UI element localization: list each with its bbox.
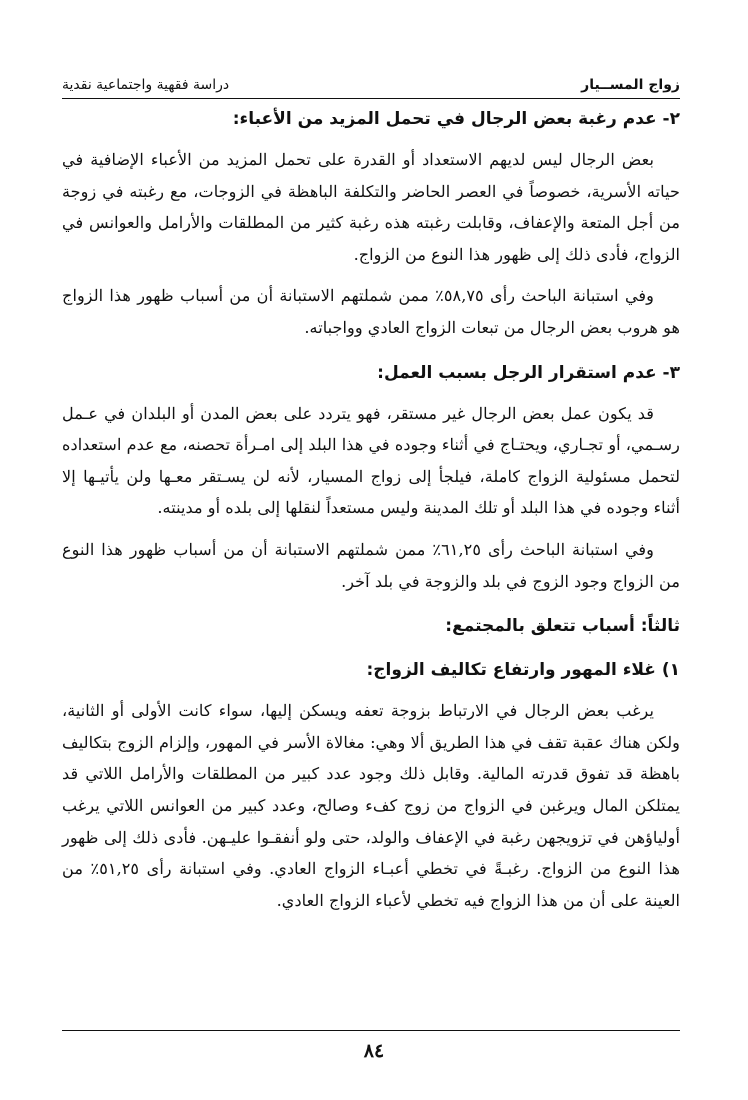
paragraph: يرغب بعض الرجال في الارتباط بزوجة تعفه ويسكن إليها، سواء كانت الأولى أو الثانية، ولكن هناك عقبة تقف في هذا الطريق ألا وهي: مغالاة الأسر في المهور، وإلزام الزوج بتكاليف باهظة قد تفوق قدرته المالية. وقابل ذلك وجود عدد كبير من المطلقات والأرامل اللاتي قد يمتلكن المال ويرغبن في الزواج من زوج كفء وصالح، وعدد كبير من العوانس اللاتي يرغب أولياؤهن في تزويجهن رغبة في الإعفاف والولد، حتى ولو أنفقـوا عليـهن. فأدى ذلك إلى ظهور هذا النوع من الزواج. رغبـةً في تخطي أعبـاء الزواج العادي. وفي استبانة رأى ٥١,٢٥٪ من العينة على أن من هذا الزواج فيه تخطي لأعباء الزواج العادي. <box>62 701 680 910</box>
paragraph: قد يكون عمل بعض الرجال غير مستقر، فهو يتردد على بعض المدن أو البلدان في عـمل رسـمي، أو تجـاري، ويحتـاج في أثناء وجوده في هذا البلد إلى امـرأة تحصنه، مع عدم استعداده لتحمل مسئولية الزواج كاملة، فيلجأ إلى زواج المسيار، لأنه لن يسـتقر معـها ولن يأتيـها إلا أثناء وجوده في هذا البلد أو تلك المدينة وليس مستعداً لنقلها إلى بلده أو مدينته. <box>62 403 680 518</box>
section-heading: ١) غلاء المهور وارتفاع تكاليف الزواج: <box>366 660 680 681</box>
page-number: ٨٤ <box>363 1040 385 1062</box>
running-header <box>62 74 680 96</box>
section-heading: ٣- عدم استقرار الرجل بسبب العمل: <box>377 362 680 383</box>
header-divider <box>62 98 680 99</box>
paragraph: وفي استبانة الباحث رأى ٦١,٢٥٪ ممن شملتهم الاستبانة أن من أسباب ظهور هذا النوع من الزواج وجود الزوج في بلد والزوجة في بلد آخر. <box>62 539 680 591</box>
section-heading: ثالثاً: أسباب تتعلق بالمجتمع: <box>445 616 680 637</box>
book-subtitle: دراسة فقهية واجتماعية نقدية <box>62 77 230 93</box>
footer-divider <box>62 1030 680 1031</box>
page-body <box>62 104 680 916</box>
paragraph: وفي استبانة الباحث رأى ٥٨,٧٥٪ ممن شملتهم الاستبانة أن من أسباب ظهور هذا الزواج هو هروب بعض الرجال من تبعات الزواج العادي وواجباته. <box>62 286 680 337</box>
paragraph: بعض الرجال ليس لديهم الاستعداد أو القدرة على تحمل المزيد من الأعباء الإضافية في حياته الأسرية، خصوصاً في العصر الحاضر والتكلفة الباهظة في الزوجات، مع رغبته في زوجة من أجل المتعة والإعفاف، وقابلت رغبته هذه رغبة كثير من المطلقات والأرامل والعوانس في الزواج، فأدى ذلك إلى ظهور هذا النوع من الزواج. <box>62 150 680 264</box>
book-title: زواج المســيار <box>581 77 680 93</box>
section-heading: ٢- عدم رغبة بعض الرجال في تحمل المزيد من الأعباء: <box>232 109 680 129</box>
